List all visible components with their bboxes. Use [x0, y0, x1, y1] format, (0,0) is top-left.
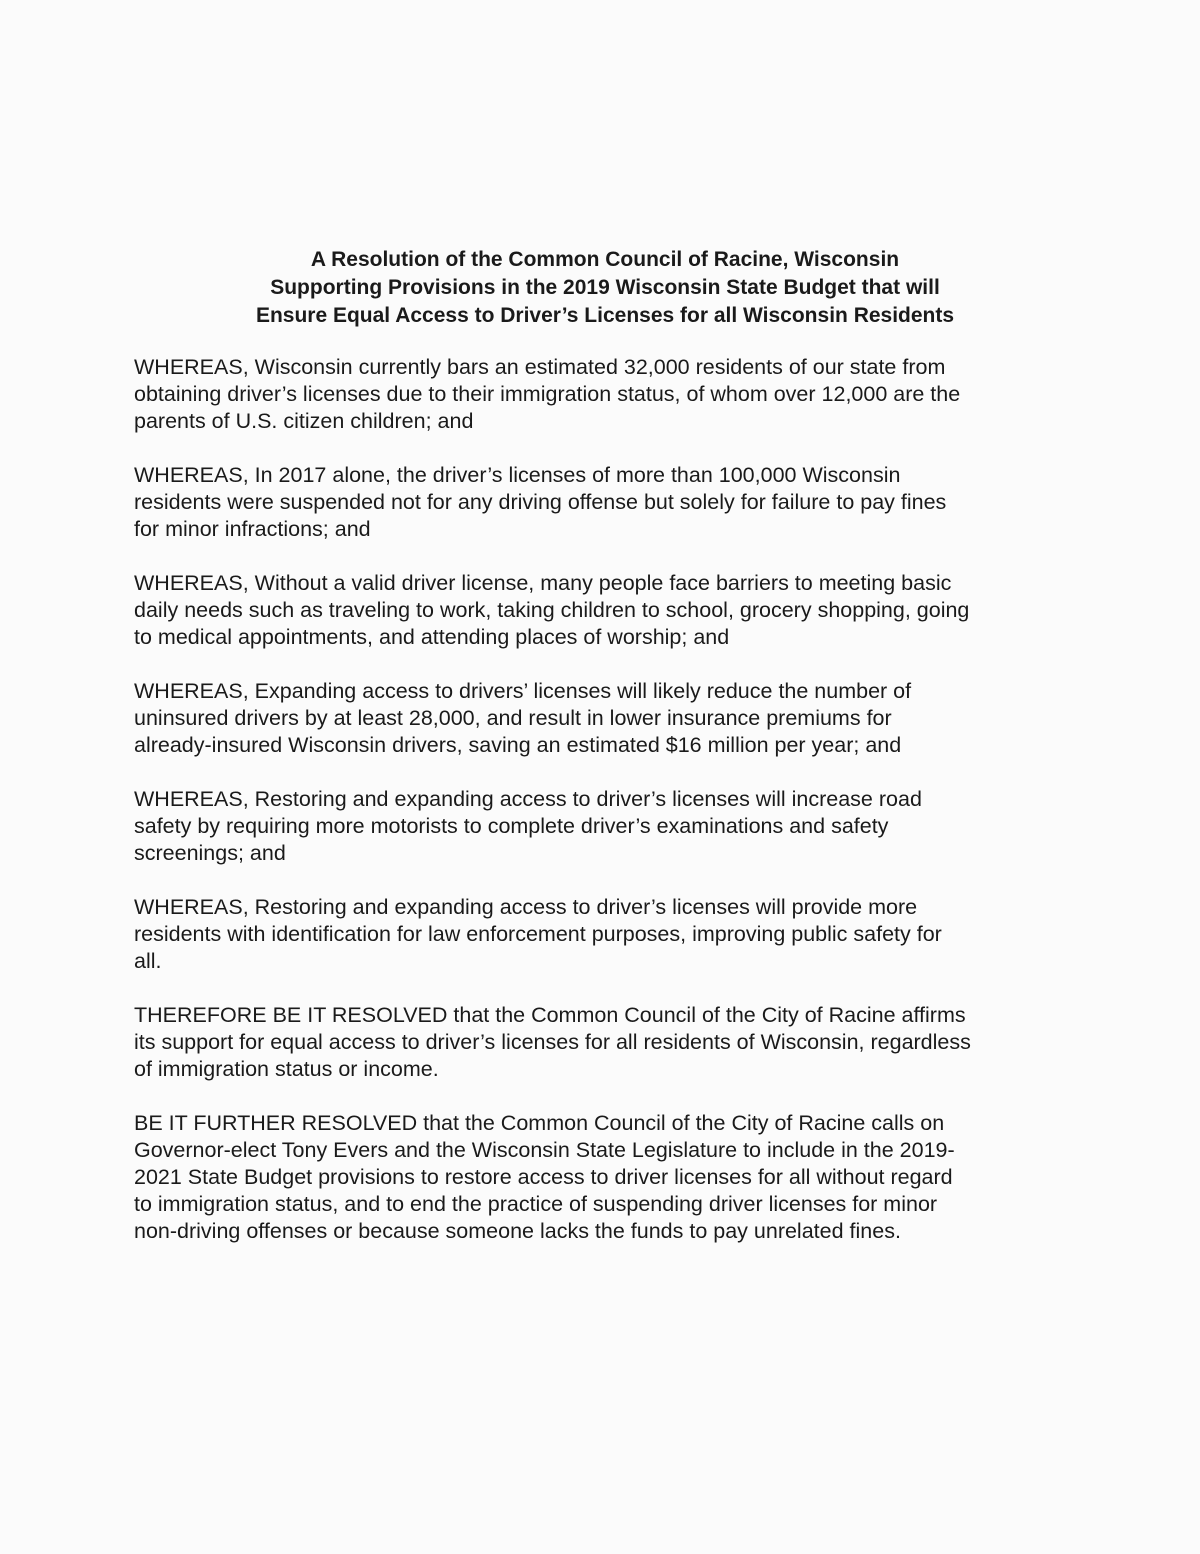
whereas-paragraph: [134, 786, 1079, 867]
resolution-title: [130, 246, 1080, 330]
paragraph-line: residents with identification for law enforcement purposes, improving public safety for: [134, 922, 942, 946]
paragraph-line: WHEREAS, In 2017 alone, the driver’s licenses of more than 100,000 Wisconsin: [134, 463, 901, 487]
paragraph-line: of immigration status or income.: [134, 1057, 439, 1081]
paragraph-line: obtaining driver’s licenses due to their immigration status, of whom over 12,000 are the: [134, 382, 961, 406]
whereas-paragraph: [134, 462, 1079, 543]
title-line: Supporting Provisions in the 2019 Wisconsin State Budget that will: [270, 276, 940, 299]
paragraph-line: BE IT FURTHER RESOLVED that the Common Council of the City of Racine calls on: [134, 1111, 945, 1135]
paragraph-line: all.: [134, 949, 162, 973]
paragraph-line: WHEREAS, Without a valid driver license, many people face barriers to meeting basic: [134, 571, 952, 595]
whereas-paragraph: [134, 570, 1079, 651]
paragraph-line: to medical appointments, and attending places of worship; and: [134, 625, 730, 649]
whereas-paragraph: [134, 354, 1079, 435]
paragraph-line: WHEREAS, Wisconsin currently bars an estimated 32,000 residents of our state from: [134, 355, 946, 379]
paragraph-line: parents of U.S. citizen children; and: [134, 409, 474, 433]
paragraph-line: its support for equal access to driver’s licenses for all residents of Wisconsin, regardless: [134, 1030, 971, 1054]
paragraph-line: screenings; and: [134, 841, 286, 865]
paragraph-line: daily needs such as traveling to work, taking children to school, grocery shopping, going: [134, 598, 970, 622]
whereas-paragraph: [134, 894, 1079, 975]
paragraph-line: WHEREAS, Expanding access to drivers’ licenses will likely reduce the number of: [134, 679, 912, 703]
paragraph-line: residents were suspended not for any driving offense but solely for failure to pay fines: [134, 490, 947, 514]
title-line: A Resolution of the Common Council of Racine, Wisconsin: [310, 248, 900, 271]
whereas-paragraph: [134, 678, 1079, 759]
paragraph-line: WHEREAS, Restoring and expanding access to driver’s licenses will increase road: [134, 787, 922, 811]
paragraph-line: safety by requiring more motorists to complete driver’s examinations and safety: [134, 814, 889, 838]
resolved-paragraph: [134, 1002, 1079, 1083]
paragraph-line: WHEREAS, Restoring and expanding access to driver’s licenses will provide more: [134, 895, 918, 919]
paragraph-line: Governor-elect Tony Evers and the Wisconsin State Legislature to include in the 2019-: [134, 1138, 955, 1162]
resolution-body: [134, 354, 1079, 1272]
paragraph-line: for minor infractions; and: [134, 517, 371, 541]
paragraph-line: already-insured Wisconsin drivers, saving an estimated $16 million per year; and: [134, 733, 902, 757]
paragraph-line: non-driving offenses or because someone lacks the funds to pay unrelated fines.: [134, 1219, 901, 1243]
paragraph-line: uninsured drivers by at least 28,000, and result in lower insurance premiums for: [134, 706, 892, 730]
paragraph-line: THEREFORE BE IT RESOLVED that the Common Council of the City of Racine affirms: [134, 1003, 966, 1027]
further-resolved-paragraph: [134, 1110, 1079, 1245]
paragraph-line: 2021 State Budget provisions to restore access to driver licenses for all without regard: [134, 1165, 953, 1189]
title-line: Ensure Equal Access to Driver’s Licenses for all Wisconsin Residents: [255, 304, 955, 327]
paragraph-line: to immigration status, and to end the practice of suspending driver licenses for minor: [134, 1192, 938, 1216]
